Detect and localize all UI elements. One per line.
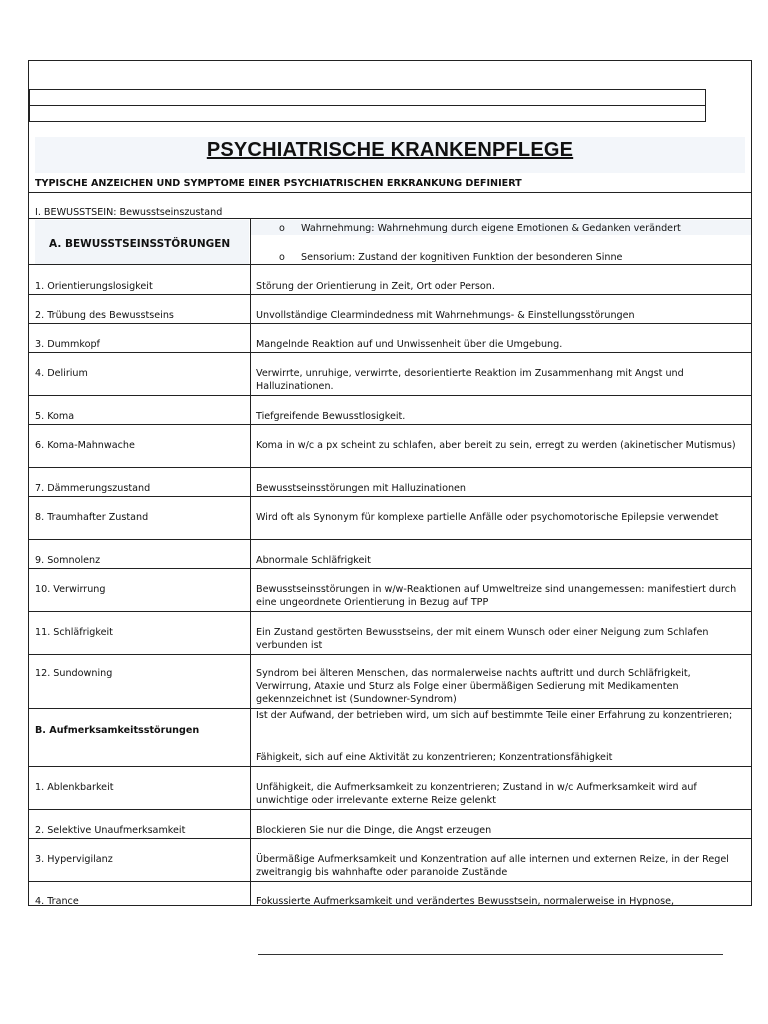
row-desc: Unvollständige Clearmindedness mit Wahrnehmungs- & Einstellungsstörungen [256, 310, 635, 321]
row-desc: Abnormale Schläfrigkeit [256, 555, 371, 566]
section-header: I. BEWUSSTSEIN: Bewusstseinszustand [35, 207, 223, 218]
row-desc: Fokussierte Aufmerksamkeit und verändertes Bewusstsein, normalerweise in Hypnose, [256, 896, 675, 907]
page-title: PSYCHIATRISCHE KRANKENPFLEGE [206, 139, 574, 161]
bullet-symbol: o [279, 252, 285, 263]
row-desc: Wird oft als Synonym für komplexe partielle Anfälle oder psychomotorische Epilepsie verwendet [256, 512, 719, 523]
divider [29, 424, 751, 425]
divider [29, 467, 751, 468]
divider [29, 838, 751, 839]
divider [29, 766, 751, 767]
divider [29, 218, 751, 219]
row-term: 3. Dummkopf [35, 339, 100, 350]
row-term: 3. Hypervigilanz [35, 854, 113, 865]
row-term: 5. Koma [35, 411, 75, 422]
divider [29, 395, 751, 396]
row-term: 7. Dämmerungszustand [35, 483, 151, 494]
divider [29, 352, 751, 353]
divider [29, 294, 751, 295]
divider [29, 496, 751, 497]
row-desc: Mangelnde Reaktion auf und Unwissenheit über die Umgebung. [256, 339, 563, 350]
divider [29, 323, 751, 324]
row-term: 2. Selektive Unaufmerksamkeit [35, 825, 186, 836]
row-desc: Bewusstseinsstörungen mit Halluzinationen [256, 483, 467, 494]
divider [29, 192, 751, 193]
bullet-text: Wahrnehmung: Wahrnehmung durch eigene Emotionen & Gedanken verändert [301, 223, 681, 234]
divider [29, 809, 751, 810]
bullet-item [279, 223, 681, 234]
column-divider [250, 218, 251, 906]
row-desc: Übermäßige Aufmerksamkeit und Konzentration auf alle internen und externen Reize, in der Regel zweitrangig bis wahnhafte oder paranoide Zustände [256, 854, 729, 878]
signature-line [258, 954, 723, 955]
row-term: 1. Orientierungslosigkeit [35, 281, 153, 292]
row-term: 10. Verwirrung [35, 584, 106, 595]
row-term: 2. Trübung des Bewusstseins [35, 310, 174, 321]
divider [29, 611, 751, 612]
row-desc: Unfähigkeit, die Aufmerksamkeit zu konzentrieren; Zustand in w/c Aufmerksamkeit wird auf unwichtige oder irrelevante externe Reize gelenkt [256, 782, 697, 806]
row-term: 4. Delirium [35, 368, 88, 379]
divider [29, 881, 751, 882]
row-term: 12. Sundowning [35, 668, 113, 679]
page-subtitle: TYPISCHE ANZEICHEN UND SYMPTOME EINER PSYCHIATRISCHEN ERKRANKUNG DEFINIERT [35, 178, 522, 189]
section-b-label: B. Aufmerksamkeitsstörungen [35, 725, 200, 736]
row-desc: Verwirrte, unruhige, verwirrte, desorientierte Reaktion im Zusammenhang mit Angst und Halluzinationen. [256, 368, 684, 392]
row-term: 1. Ablenkbarkeit [35, 782, 114, 793]
row-desc: Koma in w/c a px scheint zu schlafen, aber bereit zu sein, erregt zu werden (akinetischer Mutismus) [256, 440, 736, 451]
divider [29, 539, 751, 540]
divider [29, 654, 751, 655]
row-desc: Syndrom bei älteren Menschen, das normalerweise nachts auftritt und durch Schläfrigkeit, Verwirrung, Ataxie und Sturz als Folge einer übermäßigen Sedierung mit Medikamenten gekennzeichnet ist (Sundowner-Syndrom) [256, 668, 691, 705]
row-term: 6. Koma-Mahnwache [35, 440, 135, 451]
divider [29, 264, 751, 265]
row-desc: Ein Zustand gestörten Bewusstseins, der mit einem Wunsch oder einer Neigung zum Schlafen verbunden ist [256, 627, 709, 651]
divider [29, 568, 751, 569]
row-desc: Bewusstseinsstörungen in w/w-Reaktionen auf Umweltreize sind unangemessen: manifestiert durch eine ungeordnete Orientierung in Bezug auf TPP [256, 584, 737, 608]
row-term: 8. Traumhafter Zustand [35, 512, 149, 523]
section-b-desc: Ist der Aufwand, der betrieben wird, um sich auf bestimmte Teile einer Erfahrung zu konzentrieren; [256, 710, 733, 721]
row-desc: Blockieren Sie nur die Dinge, die Angst erzeugen [256, 825, 492, 836]
bullet-text: Sensorium: Zustand der kognitiven Funktion der besonderen Sinne [301, 252, 623, 263]
row-desc: Tiefgreifende Bewusstlosigkeit. [256, 411, 406, 422]
section-a-label: A. BEWUSSTSEINSSTÖRUNGEN [49, 238, 231, 250]
row-desc: Störung der Orientierung in Zeit, Ort oder Person. [256, 281, 495, 292]
bullet-symbol: o [279, 223, 285, 234]
document-page [28, 60, 752, 906]
header-blank-box-1 [29, 89, 706, 106]
row-term: 9. Somnolenz [35, 555, 101, 566]
bullet-item [279, 252, 622, 263]
header-blank-box-2 [29, 105, 706, 122]
row-term: 11. Schläfrigkeit [35, 627, 113, 638]
section-b-desc: Fähigkeit, sich auf eine Aktivität zu konzentrieren; Konzentrationsfähigkeit [256, 752, 613, 763]
row-term: 4. Trance [35, 896, 79, 907]
